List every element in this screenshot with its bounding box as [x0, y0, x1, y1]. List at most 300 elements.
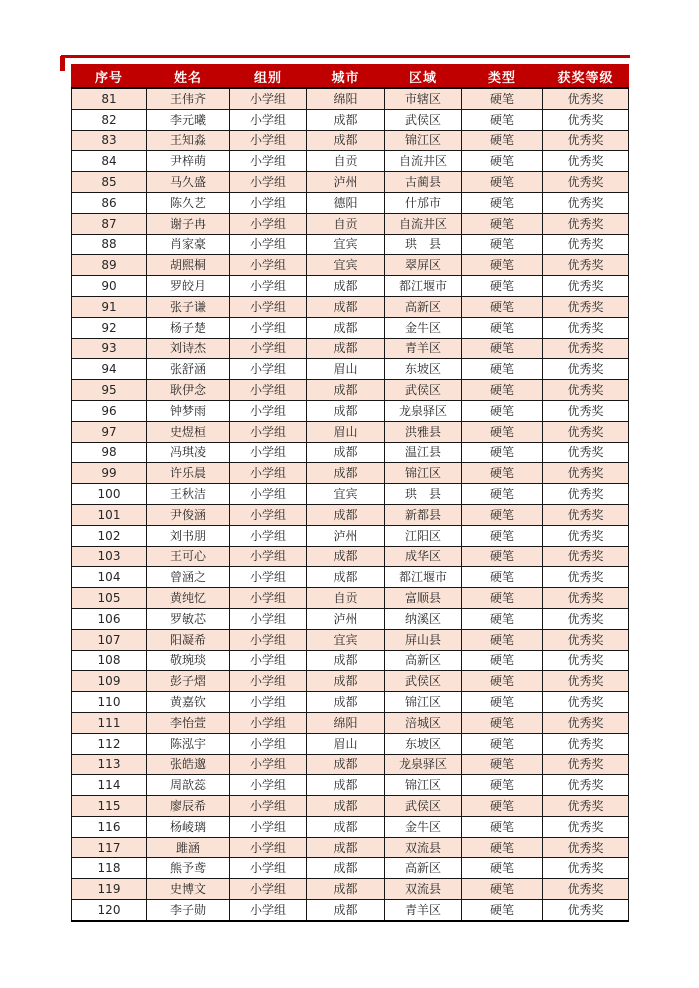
table-row [72, 380, 629, 401]
table-row [72, 463, 629, 484]
cell-city: 成都 [307, 504, 385, 525]
cell-type: 硬笔 [462, 650, 543, 671]
cell-name: 熊予鸢 [147, 858, 230, 879]
cell-award: 优秀奖 [543, 796, 629, 817]
cell-type: 硬笔 [462, 567, 543, 588]
cell-type: 硬笔 [462, 816, 543, 837]
column-header-district: 区域 [385, 65, 462, 89]
cell-city: 成都 [307, 900, 385, 921]
cell-type: 硬笔 [462, 754, 543, 775]
cell-city: 眉山 [307, 421, 385, 442]
cell-name: 刘诗杰 [147, 338, 230, 359]
table-row [72, 796, 629, 817]
cell-award: 优秀奖 [543, 88, 629, 109]
cell-award: 优秀奖 [543, 567, 629, 588]
column-header-index: 序号 [72, 65, 147, 89]
cell-district: 江阳区 [385, 525, 462, 546]
cell-city: 泸州 [307, 525, 385, 546]
cell-name: 谢子冉 [147, 213, 230, 234]
cell-district: 古蔺县 [385, 172, 462, 193]
cell-type: 硬笔 [462, 775, 543, 796]
cell-name: 李子勋 [147, 900, 230, 921]
cell-index: 117 [72, 837, 147, 858]
cell-district: 双流县 [385, 837, 462, 858]
cell-index: 95 [72, 380, 147, 401]
cell-type: 硬笔 [462, 255, 543, 276]
cell-name: 王秋洁 [147, 484, 230, 505]
table-row [72, 400, 629, 421]
table-row [72, 525, 629, 546]
cell-award: 优秀奖 [543, 858, 629, 879]
cell-type: 硬笔 [462, 192, 543, 213]
cell-group: 小学组 [230, 546, 307, 567]
cell-award: 优秀奖 [543, 421, 629, 442]
cell-city: 成都 [307, 816, 385, 837]
cell-group: 小学组 [230, 255, 307, 276]
cell-group: 小学组 [230, 733, 307, 754]
cell-city: 成都 [307, 671, 385, 692]
cell-type: 硬笔 [462, 130, 543, 151]
cell-group: 小学组 [230, 650, 307, 671]
cell-name: 史煜桓 [147, 421, 230, 442]
cell-type: 硬笔 [462, 525, 543, 546]
table-row [72, 629, 629, 650]
table-row [72, 546, 629, 567]
table-row [72, 588, 629, 609]
cell-award: 优秀奖 [543, 442, 629, 463]
cell-type: 硬笔 [462, 400, 543, 421]
table-row [72, 276, 629, 297]
table-row [72, 504, 629, 525]
cell-group: 小学组 [230, 463, 307, 484]
cell-district: 龙泉驿区 [385, 400, 462, 421]
cell-type: 硬笔 [462, 463, 543, 484]
cell-group: 小学组 [230, 192, 307, 213]
cell-index: 112 [72, 733, 147, 754]
cell-award: 优秀奖 [543, 172, 629, 193]
cell-city: 成都 [307, 338, 385, 359]
cell-name: 杨崚璃 [147, 816, 230, 837]
cell-city: 成都 [307, 567, 385, 588]
cell-name: 尹俊涵 [147, 504, 230, 525]
cell-type: 硬笔 [462, 608, 543, 629]
cell-group: 小学组 [230, 879, 307, 900]
cell-type: 硬笔 [462, 546, 543, 567]
cell-city: 自贡 [307, 213, 385, 234]
cell-type: 硬笔 [462, 900, 543, 921]
cell-index: 99 [72, 463, 147, 484]
cell-group: 小学组 [230, 837, 307, 858]
cell-type: 硬笔 [462, 692, 543, 713]
cell-name: 彭子熠 [147, 671, 230, 692]
cell-name: 王伟齐 [147, 88, 230, 109]
table-row [72, 359, 629, 380]
cell-district: 武侯区 [385, 380, 462, 401]
top-accent-line [61, 55, 630, 58]
cell-name: 马久盛 [147, 172, 230, 193]
cell-city: 宜宾 [307, 629, 385, 650]
cell-name: 罗皎月 [147, 276, 230, 297]
cell-type: 硬笔 [462, 421, 543, 442]
cell-name: 阳凝希 [147, 629, 230, 650]
cell-index: 92 [72, 317, 147, 338]
cell-award: 优秀奖 [543, 712, 629, 733]
cell-name: 陈泓宇 [147, 733, 230, 754]
table-body [72, 88, 629, 921]
cell-city: 成都 [307, 796, 385, 817]
cell-city: 成都 [307, 463, 385, 484]
table-row [72, 671, 629, 692]
cell-city: 成都 [307, 380, 385, 401]
cell-award: 优秀奖 [543, 588, 629, 609]
cell-group: 小学组 [230, 754, 307, 775]
cell-award: 优秀奖 [543, 733, 629, 754]
cell-award: 优秀奖 [543, 463, 629, 484]
cell-index: 86 [72, 192, 147, 213]
cell-type: 硬笔 [462, 671, 543, 692]
table-row [72, 255, 629, 276]
cell-type: 硬笔 [462, 588, 543, 609]
cell-district: 高新区 [385, 858, 462, 879]
table-row [72, 484, 629, 505]
cell-type: 硬笔 [462, 317, 543, 338]
cell-award: 优秀奖 [543, 338, 629, 359]
cell-award: 优秀奖 [543, 234, 629, 255]
table-row [72, 816, 629, 837]
cell-name: 陈久艺 [147, 192, 230, 213]
cell-city: 成都 [307, 130, 385, 151]
cell-index: 100 [72, 484, 147, 505]
cell-group: 小学组 [230, 276, 307, 297]
table-header [72, 65, 629, 89]
header-row [72, 65, 629, 89]
cell-index: 102 [72, 525, 147, 546]
cell-group: 小学组 [230, 796, 307, 817]
cell-award: 优秀奖 [543, 754, 629, 775]
table-row [72, 338, 629, 359]
cell-group: 小学组 [230, 775, 307, 796]
cell-district: 青羊区 [385, 900, 462, 921]
cell-award: 优秀奖 [543, 837, 629, 858]
cell-type: 硬笔 [462, 380, 543, 401]
cell-district: 新都县 [385, 504, 462, 525]
cell-name: 张皓邈 [147, 754, 230, 775]
cell-name: 胡熙桐 [147, 255, 230, 276]
cell-index: 96 [72, 400, 147, 421]
cell-city: 成都 [307, 296, 385, 317]
cell-group: 小学组 [230, 317, 307, 338]
cell-district: 自流井区 [385, 213, 462, 234]
column-header-city: 城市 [307, 65, 385, 89]
table-row [72, 421, 629, 442]
column-header-group: 组别 [230, 65, 307, 89]
cell-index: 106 [72, 608, 147, 629]
cell-name: 张舒涵 [147, 359, 230, 380]
top-accent-nub [60, 56, 65, 71]
cell-group: 小学组 [230, 172, 307, 193]
cell-type: 硬笔 [462, 879, 543, 900]
cell-name: 敬琬琰 [147, 650, 230, 671]
cell-district: 锦江区 [385, 692, 462, 713]
cell-award: 优秀奖 [543, 109, 629, 130]
cell-award: 优秀奖 [543, 213, 629, 234]
cell-type: 硬笔 [462, 88, 543, 109]
cell-city: 眉山 [307, 733, 385, 754]
cell-group: 小学组 [230, 525, 307, 546]
cell-name: 李元曦 [147, 109, 230, 130]
cell-name: 史博文 [147, 879, 230, 900]
cell-award: 优秀奖 [543, 296, 629, 317]
cell-city: 成都 [307, 546, 385, 567]
cell-index: 91 [72, 296, 147, 317]
cell-city: 成都 [307, 276, 385, 297]
cell-index: 110 [72, 692, 147, 713]
cell-type: 硬笔 [462, 484, 543, 505]
cell-city: 成都 [307, 754, 385, 775]
cell-group: 小学组 [230, 296, 307, 317]
cell-award: 优秀奖 [543, 255, 629, 276]
cell-award: 优秀奖 [543, 504, 629, 525]
cell-district: 龙泉驿区 [385, 754, 462, 775]
cell-district: 武侯区 [385, 671, 462, 692]
table-row [72, 88, 629, 109]
cell-index: 88 [72, 234, 147, 255]
cell-index: 109 [72, 671, 147, 692]
table-row [72, 296, 629, 317]
cell-award: 优秀奖 [543, 608, 629, 629]
cell-city: 成都 [307, 317, 385, 338]
cell-city: 成都 [307, 879, 385, 900]
cell-award: 优秀奖 [543, 546, 629, 567]
cell-name: 黄嘉钦 [147, 692, 230, 713]
cell-city: 成都 [307, 692, 385, 713]
cell-award: 优秀奖 [543, 650, 629, 671]
cell-group: 小学组 [230, 484, 307, 505]
cell-name: 雎涵 [147, 837, 230, 858]
table-row [72, 608, 629, 629]
cell-city: 泸州 [307, 608, 385, 629]
cell-index: 111 [72, 712, 147, 733]
cell-type: 硬笔 [462, 504, 543, 525]
cell-district: 高新区 [385, 296, 462, 317]
cell-city: 宜宾 [307, 255, 385, 276]
cell-type: 硬笔 [462, 442, 543, 463]
cell-type: 硬笔 [462, 733, 543, 754]
cell-city: 自贡 [307, 151, 385, 172]
cell-group: 小学组 [230, 421, 307, 442]
cell-type: 硬笔 [462, 338, 543, 359]
cell-group: 小学组 [230, 900, 307, 921]
cell-city: 成都 [307, 775, 385, 796]
table-row [72, 130, 629, 151]
cell-district: 都江堰市 [385, 276, 462, 297]
cell-district: 武侯区 [385, 109, 462, 130]
cell-name: 王可心 [147, 546, 230, 567]
cell-name: 许乐晨 [147, 463, 230, 484]
cell-district: 锦江区 [385, 775, 462, 796]
cell-type: 硬笔 [462, 276, 543, 297]
cell-type: 硬笔 [462, 172, 543, 193]
cell-award: 优秀奖 [543, 192, 629, 213]
cell-award: 优秀奖 [543, 130, 629, 151]
cell-district: 成华区 [385, 546, 462, 567]
table-row [72, 192, 629, 213]
cell-index: 104 [72, 567, 147, 588]
cell-district: 都江堰市 [385, 567, 462, 588]
cell-type: 硬笔 [462, 151, 543, 172]
cell-index: 98 [72, 442, 147, 463]
cell-type: 硬笔 [462, 858, 543, 879]
cell-index: 113 [72, 754, 147, 775]
cell-group: 小学组 [230, 359, 307, 380]
cell-district: 富顺县 [385, 588, 462, 609]
table-row [72, 567, 629, 588]
cell-district: 翠屏区 [385, 255, 462, 276]
cell-district: 市辖区 [385, 88, 462, 109]
table-row [72, 109, 629, 130]
column-header-award: 获奖等级 [543, 65, 629, 89]
cell-city: 成都 [307, 109, 385, 130]
cell-district: 珙 县 [385, 234, 462, 255]
cell-index: 82 [72, 109, 147, 130]
table-row [72, 858, 629, 879]
cell-district: 珙 县 [385, 484, 462, 505]
cell-district: 东坡区 [385, 359, 462, 380]
cell-district: 锦江区 [385, 130, 462, 151]
cell-city: 宜宾 [307, 234, 385, 255]
table-row [72, 692, 629, 713]
cell-award: 优秀奖 [543, 775, 629, 796]
table-row [72, 837, 629, 858]
table-row [72, 733, 629, 754]
cell-index: 108 [72, 650, 147, 671]
cell-index: 115 [72, 796, 147, 817]
cell-group: 小学组 [230, 213, 307, 234]
cell-index: 90 [72, 276, 147, 297]
cell-group: 小学组 [230, 692, 307, 713]
table-row [72, 775, 629, 796]
cell-name: 张子谦 [147, 296, 230, 317]
cell-group: 小学组 [230, 442, 307, 463]
cell-district: 纳溪区 [385, 608, 462, 629]
table-row [72, 234, 629, 255]
cell-district: 涪城区 [385, 712, 462, 733]
awards-table [71, 64, 629, 922]
cell-group: 小学组 [230, 504, 307, 525]
cell-award: 优秀奖 [543, 692, 629, 713]
cell-district: 金牛区 [385, 816, 462, 837]
table-row [72, 900, 629, 921]
cell-type: 硬笔 [462, 213, 543, 234]
cell-group: 小学组 [230, 234, 307, 255]
cell-award: 优秀奖 [543, 317, 629, 338]
cell-group: 小学组 [230, 588, 307, 609]
cell-group: 小学组 [230, 109, 307, 130]
table-row [72, 650, 629, 671]
cell-group: 小学组 [230, 671, 307, 692]
table-row [72, 754, 629, 775]
cell-name: 杨子楚 [147, 317, 230, 338]
cell-award: 优秀奖 [543, 816, 629, 837]
cell-name: 曾涵之 [147, 567, 230, 588]
cell-district: 双流县 [385, 879, 462, 900]
cell-award: 优秀奖 [543, 151, 629, 172]
cell-award: 优秀奖 [543, 879, 629, 900]
cell-group: 小学组 [230, 130, 307, 151]
cell-name: 王知淼 [147, 130, 230, 151]
cell-name: 尹梓萌 [147, 151, 230, 172]
cell-city: 成都 [307, 858, 385, 879]
cell-award: 优秀奖 [543, 525, 629, 546]
cell-index: 103 [72, 546, 147, 567]
cell-city: 成都 [307, 650, 385, 671]
cell-city: 成都 [307, 400, 385, 421]
cell-index: 94 [72, 359, 147, 380]
cell-group: 小学组 [230, 380, 307, 401]
cell-city: 成都 [307, 837, 385, 858]
cell-name: 肖家豪 [147, 234, 230, 255]
table-row [72, 172, 629, 193]
cell-type: 硬笔 [462, 234, 543, 255]
cell-name: 李怡萱 [147, 712, 230, 733]
cell-index: 116 [72, 816, 147, 837]
cell-award: 优秀奖 [543, 276, 629, 297]
cell-name: 黄纯忆 [147, 588, 230, 609]
cell-group: 小学组 [230, 629, 307, 650]
cell-award: 优秀奖 [543, 484, 629, 505]
cell-city: 成都 [307, 442, 385, 463]
cell-index: 101 [72, 504, 147, 525]
table-row [72, 442, 629, 463]
cell-index: 119 [72, 879, 147, 900]
cell-group: 小学组 [230, 608, 307, 629]
cell-index: 81 [72, 88, 147, 109]
cell-index: 87 [72, 213, 147, 234]
cell-district: 洪雅县 [385, 421, 462, 442]
cell-index: 120 [72, 900, 147, 921]
table-row [72, 712, 629, 733]
cell-index: 84 [72, 151, 147, 172]
cell-city: 德阳 [307, 192, 385, 213]
cell-type: 硬笔 [462, 109, 543, 130]
cell-city: 绵阳 [307, 88, 385, 109]
cell-group: 小学组 [230, 858, 307, 879]
cell-city: 自贡 [307, 588, 385, 609]
cell-district: 金牛区 [385, 317, 462, 338]
cell-group: 小学组 [230, 88, 307, 109]
cell-award: 优秀奖 [543, 629, 629, 650]
column-header-name: 姓名 [147, 65, 230, 89]
cell-index: 93 [72, 338, 147, 359]
table-row [72, 151, 629, 172]
cell-type: 硬笔 [462, 796, 543, 817]
cell-award: 优秀奖 [543, 400, 629, 421]
cell-index: 105 [72, 588, 147, 609]
table-row [72, 317, 629, 338]
cell-index: 118 [72, 858, 147, 879]
cell-type: 硬笔 [462, 629, 543, 650]
cell-type: 硬笔 [462, 359, 543, 380]
cell-index: 89 [72, 255, 147, 276]
cell-district: 自流井区 [385, 151, 462, 172]
cell-name: 廖辰希 [147, 796, 230, 817]
cell-award: 优秀奖 [543, 380, 629, 401]
cell-index: 114 [72, 775, 147, 796]
cell-index: 83 [72, 130, 147, 151]
cell-district: 屏山县 [385, 629, 462, 650]
cell-name: 周歆蕊 [147, 775, 230, 796]
cell-city: 泸州 [307, 172, 385, 193]
